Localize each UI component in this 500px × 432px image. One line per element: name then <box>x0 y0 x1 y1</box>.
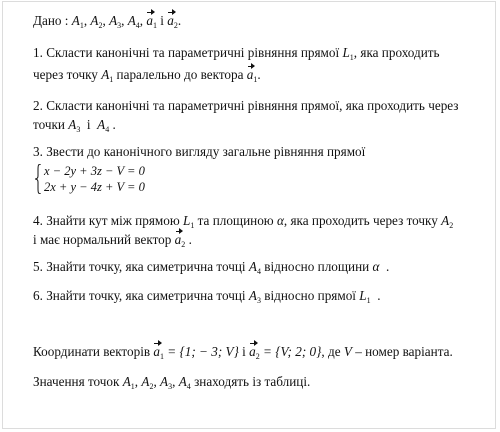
task2-text: 2. Скласти канонічні та параметричні рівняння прямої, яка проходить через <box>33 98 459 113</box>
sub: 1 <box>152 21 157 30</box>
sub: 1 <box>366 296 371 305</box>
task5-text-b: відносно площини <box>264 259 370 274</box>
sub: 3 <box>256 296 261 305</box>
task2-text-b: точки <box>33 117 65 132</box>
sub: 1 <box>349 53 354 62</box>
task1-line2 <box>33 66 261 83</box>
line-l: L <box>359 288 367 303</box>
line-l: L <box>342 45 350 60</box>
points-text: Значення точок <box>33 374 120 389</box>
task2-line1 <box>33 97 459 114</box>
variant-v: V <box>343 344 352 359</box>
point-a3: A <box>68 117 77 132</box>
task4-text-c: , яка проходить через точку <box>283 213 438 228</box>
point-a: A <box>441 213 450 228</box>
vector-a1-value: = {1; − 3; V} <box>164 344 239 359</box>
task4-text-b: та площиною <box>197 213 274 228</box>
task2-line2 <box>33 116 116 133</box>
task4-text-d: і має нормальний вектор <box>33 232 172 247</box>
vector-a: a <box>246 67 254 82</box>
sub: 2 <box>449 221 454 230</box>
task1-text: 1. Скласти канонічні та параметричні рівняння прямої <box>33 45 340 60</box>
task1-text-d: паралельно до вектора <box>116 67 244 82</box>
given-label: Дано : <box>33 13 69 28</box>
given-line: Дано : $A_1$, $A_2$, $A_3$, $A_4$, $a_1$ і $a_2$. <box>33 13 182 30</box>
task5-text: 5. Знайти точку, яка симетрична точці <box>33 259 246 274</box>
task5-line <box>33 258 389 275</box>
sub: 4 <box>256 267 261 276</box>
coords-text-b: , де <box>321 344 341 359</box>
point-a1: A <box>71 13 80 28</box>
punct: . <box>377 288 381 303</box>
task6-text-b: відносно прямої <box>264 288 356 303</box>
task4-line2 <box>33 231 192 248</box>
coords-text-c: – номер варіанта. <box>355 344 453 359</box>
task1-text-c: через точку <box>33 67 98 82</box>
plane-alpha: α <box>372 259 380 274</box>
sub: 2 <box>98 21 103 30</box>
task1-text-b: , яка проходить <box>353 45 440 60</box>
sub: 3 <box>76 125 81 134</box>
point-a: A <box>248 259 257 274</box>
sub: 3 <box>168 382 173 391</box>
vector-a: a <box>174 232 182 247</box>
points-text-b: знаходять із таблиці. <box>194 374 311 389</box>
sub: 4 <box>186 382 191 391</box>
vector-a2: a <box>167 13 174 28</box>
point-a3: A <box>109 13 118 28</box>
punct: . <box>112 117 116 132</box>
point-a3: A <box>160 374 169 389</box>
brace-icon <box>35 164 41 194</box>
vector-a2: a <box>249 344 256 359</box>
equation-1: x − 2y + 3z − V = 0 <box>44 164 145 178</box>
punct: . <box>177 13 182 28</box>
coords-line <box>33 343 453 360</box>
equation-2: 2x + y − 4z + V = 0 <box>44 180 145 194</box>
points-line: Значення точок $A_1$, $A_2$, $A_3$, $A_4$ знаходять із таблиці. <box>33 374 311 391</box>
sub: 3 <box>117 21 122 30</box>
sub: 1 <box>160 352 164 361</box>
conjunction: і <box>242 344 246 359</box>
vector-a2-value: = {V; 2; 0} <box>259 344 322 359</box>
sub: 2 <box>255 352 260 361</box>
task3-text: 3. Звести до канонічного вигляду загальне рівняння прямої <box>33 144 366 159</box>
task4-text: 4. Знайти кут між прямою <box>33 213 180 228</box>
task4-line1 <box>33 212 453 229</box>
task1-line1 <box>33 44 440 61</box>
sub: 2 <box>149 382 154 391</box>
sub: 1 <box>109 75 114 84</box>
sub: 2 <box>173 21 178 30</box>
conjunction: і <box>160 13 164 28</box>
sub: 2 <box>181 240 186 249</box>
point-a2: A <box>90 13 99 28</box>
task6-line <box>33 287 380 304</box>
sub: 4 <box>105 125 110 134</box>
punct: . <box>257 67 261 82</box>
sub: 4 <box>135 21 140 30</box>
punct: . <box>386 259 390 274</box>
point-a4: A <box>97 117 106 132</box>
point-a: A <box>248 288 257 303</box>
task6-text: 6. Знайти точку, яка симетрична точці <box>33 288 246 303</box>
punct: . <box>188 232 192 247</box>
line-l: L <box>182 213 191 228</box>
conjunction: і <box>86 117 91 132</box>
point-a: A <box>101 67 110 82</box>
sub: 1 <box>253 75 258 84</box>
point-a2: A <box>141 374 150 389</box>
point-a4: A <box>127 13 136 28</box>
sub: 1 <box>79 21 84 30</box>
task3-line <box>33 143 365 160</box>
sub: 1 <box>130 382 135 391</box>
point-a4: A <box>178 374 187 389</box>
plane-alpha: α <box>276 213 284 228</box>
point-a1: A <box>122 374 131 389</box>
vector-a1: a <box>153 344 160 359</box>
coords-text: Координати векторів <box>33 344 151 359</box>
vector-a1: a <box>146 13 153 28</box>
sub: 1 <box>190 221 195 230</box>
